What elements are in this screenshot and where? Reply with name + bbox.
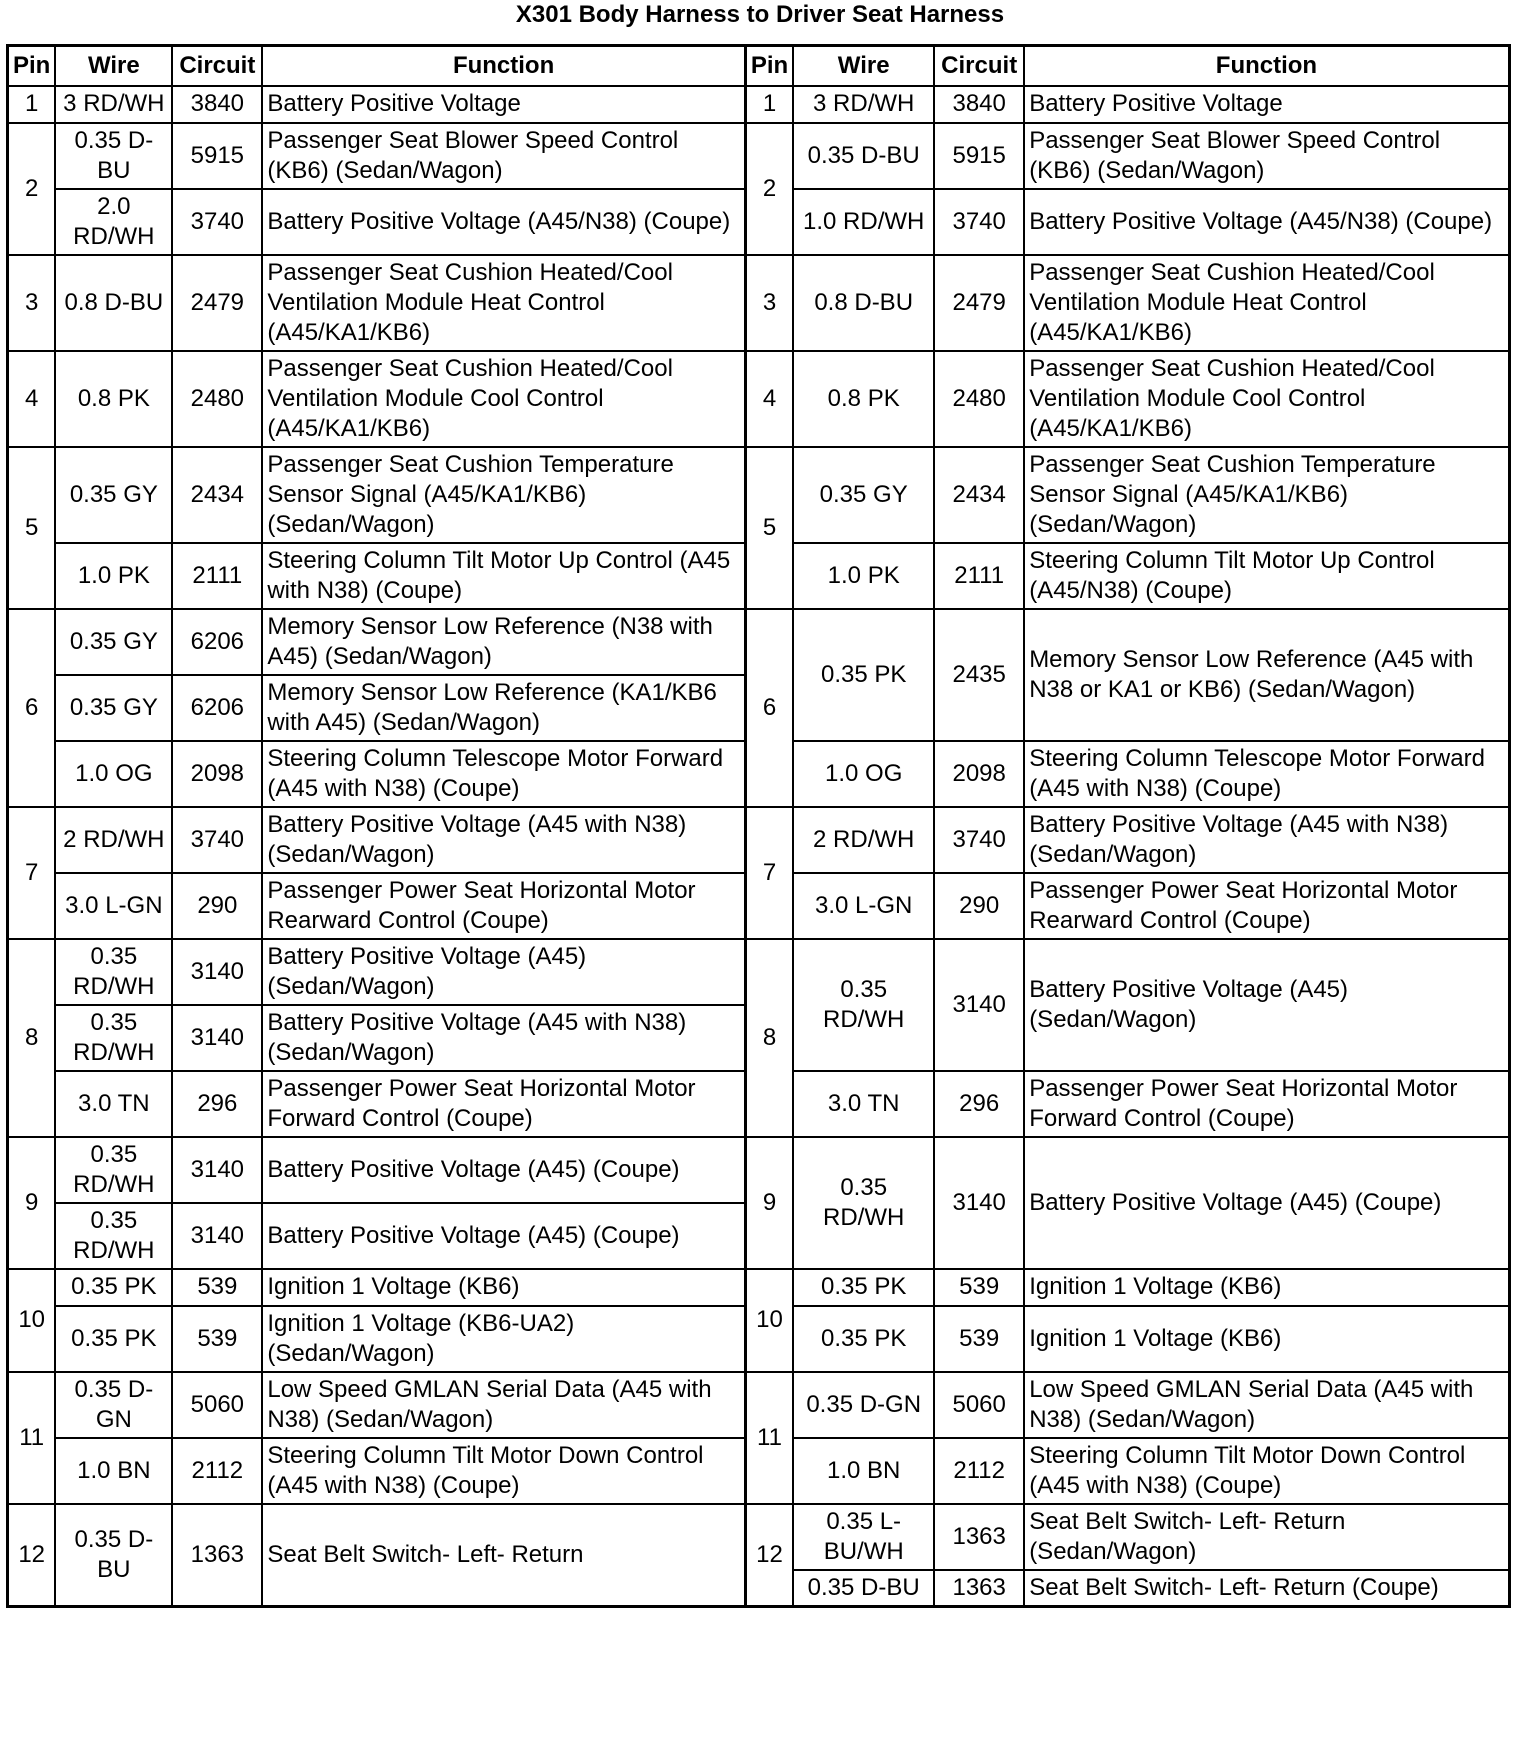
circuit-cell: 539: [172, 1269, 262, 1306]
function-cell: Ignition 1 Voltage (KB6): [262, 1269, 745, 1306]
table-row: [8, 351, 1510, 447]
circuit-cell: 2112: [172, 1438, 262, 1504]
circuit-cell: 2112: [934, 1438, 1024, 1504]
wire-cell: 1.0 OG: [55, 741, 172, 807]
wire-cell: 0.35 PK: [55, 1269, 172, 1306]
wire-cell: 3.0 L-GN: [55, 873, 172, 939]
pinout-table-wrapper: [6, 44, 1511, 1608]
function-cell: Battery Positive Voltage (A45 with N38) (Sedan/Wagon): [262, 807, 745, 873]
table-row: [8, 86, 1510, 123]
table-row: [8, 1137, 1510, 1203]
wire-cell: 3.0 L-GN: [793, 873, 934, 939]
circuit-cell: 5915: [934, 123, 1024, 189]
pin-cell: 3: [745, 255, 793, 351]
function-cell: Steering Column Tilt Motor Down Control (A45 with N38) (Coupe): [1024, 1438, 1509, 1504]
circuit-cell: 539: [934, 1306, 1024, 1372]
left-circuit-header: Circuit: [172, 46, 262, 86]
wire-cell: 0.35 PK: [793, 1306, 934, 1372]
circuit-cell: 3140: [172, 939, 262, 1005]
circuit-cell: 5060: [172, 1372, 262, 1438]
function-cell: Memory Sensor Low Reference (N38 with A45) (Sedan/Wagon): [262, 609, 745, 675]
wire-cell: 3.0 TN: [55, 1071, 172, 1137]
wire-cell: 2 RD/WH: [55, 807, 172, 873]
wire-cell: 1.0 BN: [793, 1438, 934, 1504]
function-cell: Low Speed GMLAN Serial Data (A45 with N38) (Sedan/Wagon): [262, 1372, 745, 1438]
circuit-cell: 5915: [172, 123, 262, 189]
pin-cell: 3: [8, 255, 56, 351]
right-wire-header: Wire: [793, 46, 934, 86]
function-cell: Passenger Seat Cushion Temperature Sensor Signal (A45/KA1/KB6) (Sedan/Wagon): [262, 447, 745, 543]
circuit-cell: 3740: [172, 807, 262, 873]
pin-cell: 10: [8, 1269, 56, 1372]
wire-cell: 3.0 TN: [793, 1071, 934, 1137]
wire-cell: 1.0 OG: [793, 741, 934, 807]
wire-cell: 0.35 D-BU: [793, 123, 934, 189]
function-cell: Battery Positive Voltage (A45/N38) (Coupe): [1024, 189, 1509, 255]
function-cell: Seat Belt Switch- Left- Return (Sedan/Wagon): [1024, 1504, 1509, 1570]
wire-cell: 0.35 GY: [55, 675, 172, 741]
table-row: [8, 1504, 1510, 1570]
function-cell: Steering Column Tilt Motor Up Control (A45/N38) (Coupe): [1024, 543, 1509, 609]
function-cell: Steering Column Tilt Motor Down Control (A45 with N38) (Coupe): [262, 1438, 745, 1504]
function-cell: Battery Positive Voltage: [262, 86, 745, 123]
circuit-cell: 2479: [172, 255, 262, 351]
function-cell: Memory Sensor Low Reference (KA1/KB6 with A45) (Sedan/Wagon): [262, 675, 745, 741]
wire-cell: 0.35 GY: [55, 447, 172, 543]
pin-cell: 1: [8, 86, 56, 123]
function-cell: Battery Positive Voltage: [1024, 86, 1509, 123]
circuit-cell: 3140: [172, 1137, 262, 1203]
wire-cell: 0.8 PK: [55, 351, 172, 447]
page-title: X301 Body Harness to Driver Seat Harness: [515, 1, 1005, 28]
circuit-cell: 2111: [934, 543, 1024, 609]
function-cell: Passenger Seat Cushion Heated/Cool Ventilation Module Cool Control (A45/KA1/KB6): [1024, 351, 1509, 447]
function-cell: Battery Positive Voltage (A45) (Coupe): [1024, 1137, 1509, 1269]
wire-cell: 1.0 RD/WH: [793, 189, 934, 255]
function-cell: Passenger Seat Cushion Heated/Cool Ventilation Module Heat Control (A45/KA1/KB6): [1024, 255, 1509, 351]
pin-cell: 8: [8, 939, 56, 1137]
pin-cell: 2: [745, 123, 793, 255]
wire-cell: 2 RD/WH: [793, 807, 934, 873]
circuit-cell: 290: [172, 873, 262, 939]
circuit-cell: 2480: [934, 351, 1024, 447]
circuit-cell: 296: [172, 1071, 262, 1137]
circuit-cell: 539: [172, 1306, 262, 1372]
circuit-cell: 3140: [172, 1203, 262, 1269]
circuit-cell: 296: [934, 1071, 1024, 1137]
function-cell: Passenger Seat Blower Speed Control (KB6) (Sedan/Wagon): [1024, 123, 1509, 189]
right-circuit-header: Circuit: [934, 46, 1024, 86]
function-cell: Passenger Power Seat Horizontal Motor Forward Control (Coupe): [262, 1071, 745, 1137]
pin-cell: 7: [745, 807, 793, 939]
pin-cell: 11: [745, 1372, 793, 1504]
right-pin-header: Pin: [745, 46, 793, 86]
circuit-cell: 290: [934, 873, 1024, 939]
circuit-cell: 6206: [172, 609, 262, 675]
pin-cell: 5: [8, 447, 56, 609]
function-cell: Steering Column Telescope Motor Forward (A45 with N38) (Coupe): [262, 741, 745, 807]
pin-cell: 12: [8, 1504, 56, 1607]
left-wire-header: Wire: [55, 46, 172, 86]
pin-cell: 4: [8, 351, 56, 447]
function-cell: Ignition 1 Voltage (KB6-UA2) (Sedan/Wagon): [262, 1306, 745, 1372]
pin-cell: 2: [8, 123, 56, 255]
wire-cell: 0.35 PK: [793, 1269, 934, 1306]
wire-cell: 0.35 RD/WH: [793, 1137, 934, 1269]
table-row: [8, 1372, 1510, 1438]
function-cell: Battery Positive Voltage (A45/N38) (Coupe): [262, 189, 745, 255]
wire-cell: 0.35 L-BU/WH: [793, 1504, 934, 1570]
circuit-cell: 3740: [934, 807, 1024, 873]
pinout-table: [6, 44, 1511, 1608]
function-cell: Passenger Power Seat Horizontal Motor Rearward Control (Coupe): [1024, 873, 1509, 939]
function-cell: Battery Positive Voltage (A45 with N38) (Sedan/Wagon): [262, 1005, 745, 1071]
pin-cell: 4: [745, 351, 793, 447]
wire-cell: 0.35 D-BU: [55, 1504, 172, 1607]
wire-cell: 0.8 D-BU: [55, 255, 172, 351]
circuit-cell: 2098: [172, 741, 262, 807]
circuit-cell: 2434: [172, 447, 262, 543]
table-row: [8, 807, 1510, 873]
function-cell: Ignition 1 Voltage (KB6): [1024, 1306, 1509, 1372]
function-cell: Battery Positive Voltage (A45) (Sedan/Wagon): [262, 939, 745, 1005]
pin-cell: 6: [745, 609, 793, 807]
function-cell: Low Speed GMLAN Serial Data (A45 with N38) (Sedan/Wagon): [1024, 1372, 1509, 1438]
function-cell: Steering Column Telescope Motor Forward (A45 with N38) (Coupe): [1024, 741, 1509, 807]
circuit-cell: 3140: [934, 1137, 1024, 1269]
wire-cell: 0.35 GY: [793, 447, 934, 543]
wire-cell: 0.35 RD/WH: [55, 1203, 172, 1269]
circuit-cell: 3840: [934, 86, 1024, 123]
function-cell: Battery Positive Voltage (A45 with N38) (Sedan/Wagon): [1024, 807, 1509, 873]
wire-cell: 0.35 D-BU: [793, 1570, 934, 1607]
wire-cell: 0.35 GY: [55, 609, 172, 675]
wire-cell: 0.35 RD/WH: [55, 1137, 172, 1203]
pin-cell: 5: [745, 447, 793, 609]
pin-cell: 8: [745, 939, 793, 1137]
function-cell: Passenger Seat Blower Speed Control (KB6) (Sedan/Wagon): [262, 123, 745, 189]
pin-cell: 10: [745, 1269, 793, 1372]
table-row: [8, 1269, 1510, 1306]
function-cell: Passenger Seat Cushion Heated/Cool Ventilation Module Cool Control (A45/KA1/KB6): [262, 351, 745, 447]
wire-cell: 0.35 PK: [55, 1306, 172, 1372]
wire-cell: 0.35 D-BU: [55, 123, 172, 189]
pin-cell: 6: [8, 609, 56, 807]
function-cell: Battery Positive Voltage (A45) (Sedan/Wagon): [1024, 939, 1509, 1071]
wire-cell: 0.35 D-GN: [55, 1372, 172, 1438]
function-cell: Seat Belt Switch- Left- Return: [262, 1504, 745, 1607]
circuit-cell: 3740: [172, 189, 262, 255]
wire-cell: 0.8 PK: [793, 351, 934, 447]
circuit-cell: 6206: [172, 675, 262, 741]
wire-cell: 0.35 RD/WH: [793, 939, 934, 1071]
wire-cell: 1.0 PK: [793, 543, 934, 609]
circuit-cell: 3140: [172, 1005, 262, 1071]
table-row: [8, 123, 1510, 189]
circuit-cell: 2479: [934, 255, 1024, 351]
circuit-cell: 3740: [934, 189, 1024, 255]
table-row: [8, 447, 1510, 543]
circuit-cell: 2098: [934, 741, 1024, 807]
pin-cell: 1: [745, 86, 793, 123]
table-row: [8, 939, 1510, 1005]
pin-cell: 9: [8, 1137, 56, 1269]
function-cell: Memory Sensor Low Reference (A45 with N38 or KA1 or KB6) (Sedan/Wagon): [1024, 609, 1509, 741]
circuit-cell: 1363: [934, 1504, 1024, 1570]
wire-cell: 2.0 RD/WH: [55, 189, 172, 255]
function-cell: Ignition 1 Voltage (KB6): [1024, 1269, 1509, 1306]
pin-cell: 7: [8, 807, 56, 939]
function-cell: Battery Positive Voltage (A45) (Coupe): [262, 1137, 745, 1203]
left-function-header: Function: [262, 46, 745, 86]
wire-cell: 0.35 PK: [793, 609, 934, 741]
function-cell: Passenger Seat Cushion Temperature Sensor Signal (A45/KA1/KB6) (Sedan/Wagon): [1024, 447, 1509, 543]
function-cell: Seat Belt Switch- Left- Return (Coupe): [1024, 1570, 1509, 1607]
function-cell: Steering Column Tilt Motor Up Control (A45 with N38) (Coupe): [262, 543, 745, 609]
function-cell: Passenger Power Seat Horizontal Motor Forward Control (Coupe): [1024, 1071, 1509, 1137]
left-pin-header: Pin: [8, 46, 56, 86]
function-cell: Battery Positive Voltage (A45) (Coupe): [262, 1203, 745, 1269]
wire-cell: 1.0 PK: [55, 543, 172, 609]
wire-cell: 0.35 RD/WH: [55, 1005, 172, 1071]
table-row: [8, 609, 1510, 675]
wire-cell: 3 RD/WH: [55, 86, 172, 123]
pin-cell: 9: [745, 1137, 793, 1269]
wire-cell: 1.0 BN: [55, 1438, 172, 1504]
circuit-cell: 3140: [934, 939, 1024, 1071]
pin-cell: 11: [8, 1372, 56, 1504]
wire-cell: 3 RD/WH: [793, 86, 934, 123]
circuit-cell: 5060: [934, 1372, 1024, 1438]
circuit-cell: 2480: [172, 351, 262, 447]
wire-cell: 0.35 D-GN: [793, 1372, 934, 1438]
circuit-cell: 2435: [934, 609, 1024, 741]
circuit-cell: 539: [934, 1269, 1024, 1306]
function-cell: Passenger Seat Cushion Heated/Cool Ventilation Module Heat Control (A45/KA1/KB6): [262, 255, 745, 351]
wire-cell: 0.35 RD/WH: [55, 939, 172, 1005]
pin-cell: 12: [745, 1504, 793, 1607]
circuit-cell: 1363: [172, 1504, 262, 1607]
header-row: [8, 46, 1510, 86]
circuit-cell: 1363: [934, 1570, 1024, 1607]
circuit-cell: 2434: [934, 447, 1024, 543]
wire-cell: 0.8 D-BU: [793, 255, 934, 351]
right-function-header: Function: [1024, 46, 1509, 86]
function-cell: Passenger Power Seat Horizontal Motor Rearward Control (Coupe): [262, 873, 745, 939]
circuit-cell: 3840: [172, 86, 262, 123]
circuit-cell: 2111: [172, 543, 262, 609]
table-row: [8, 255, 1510, 351]
